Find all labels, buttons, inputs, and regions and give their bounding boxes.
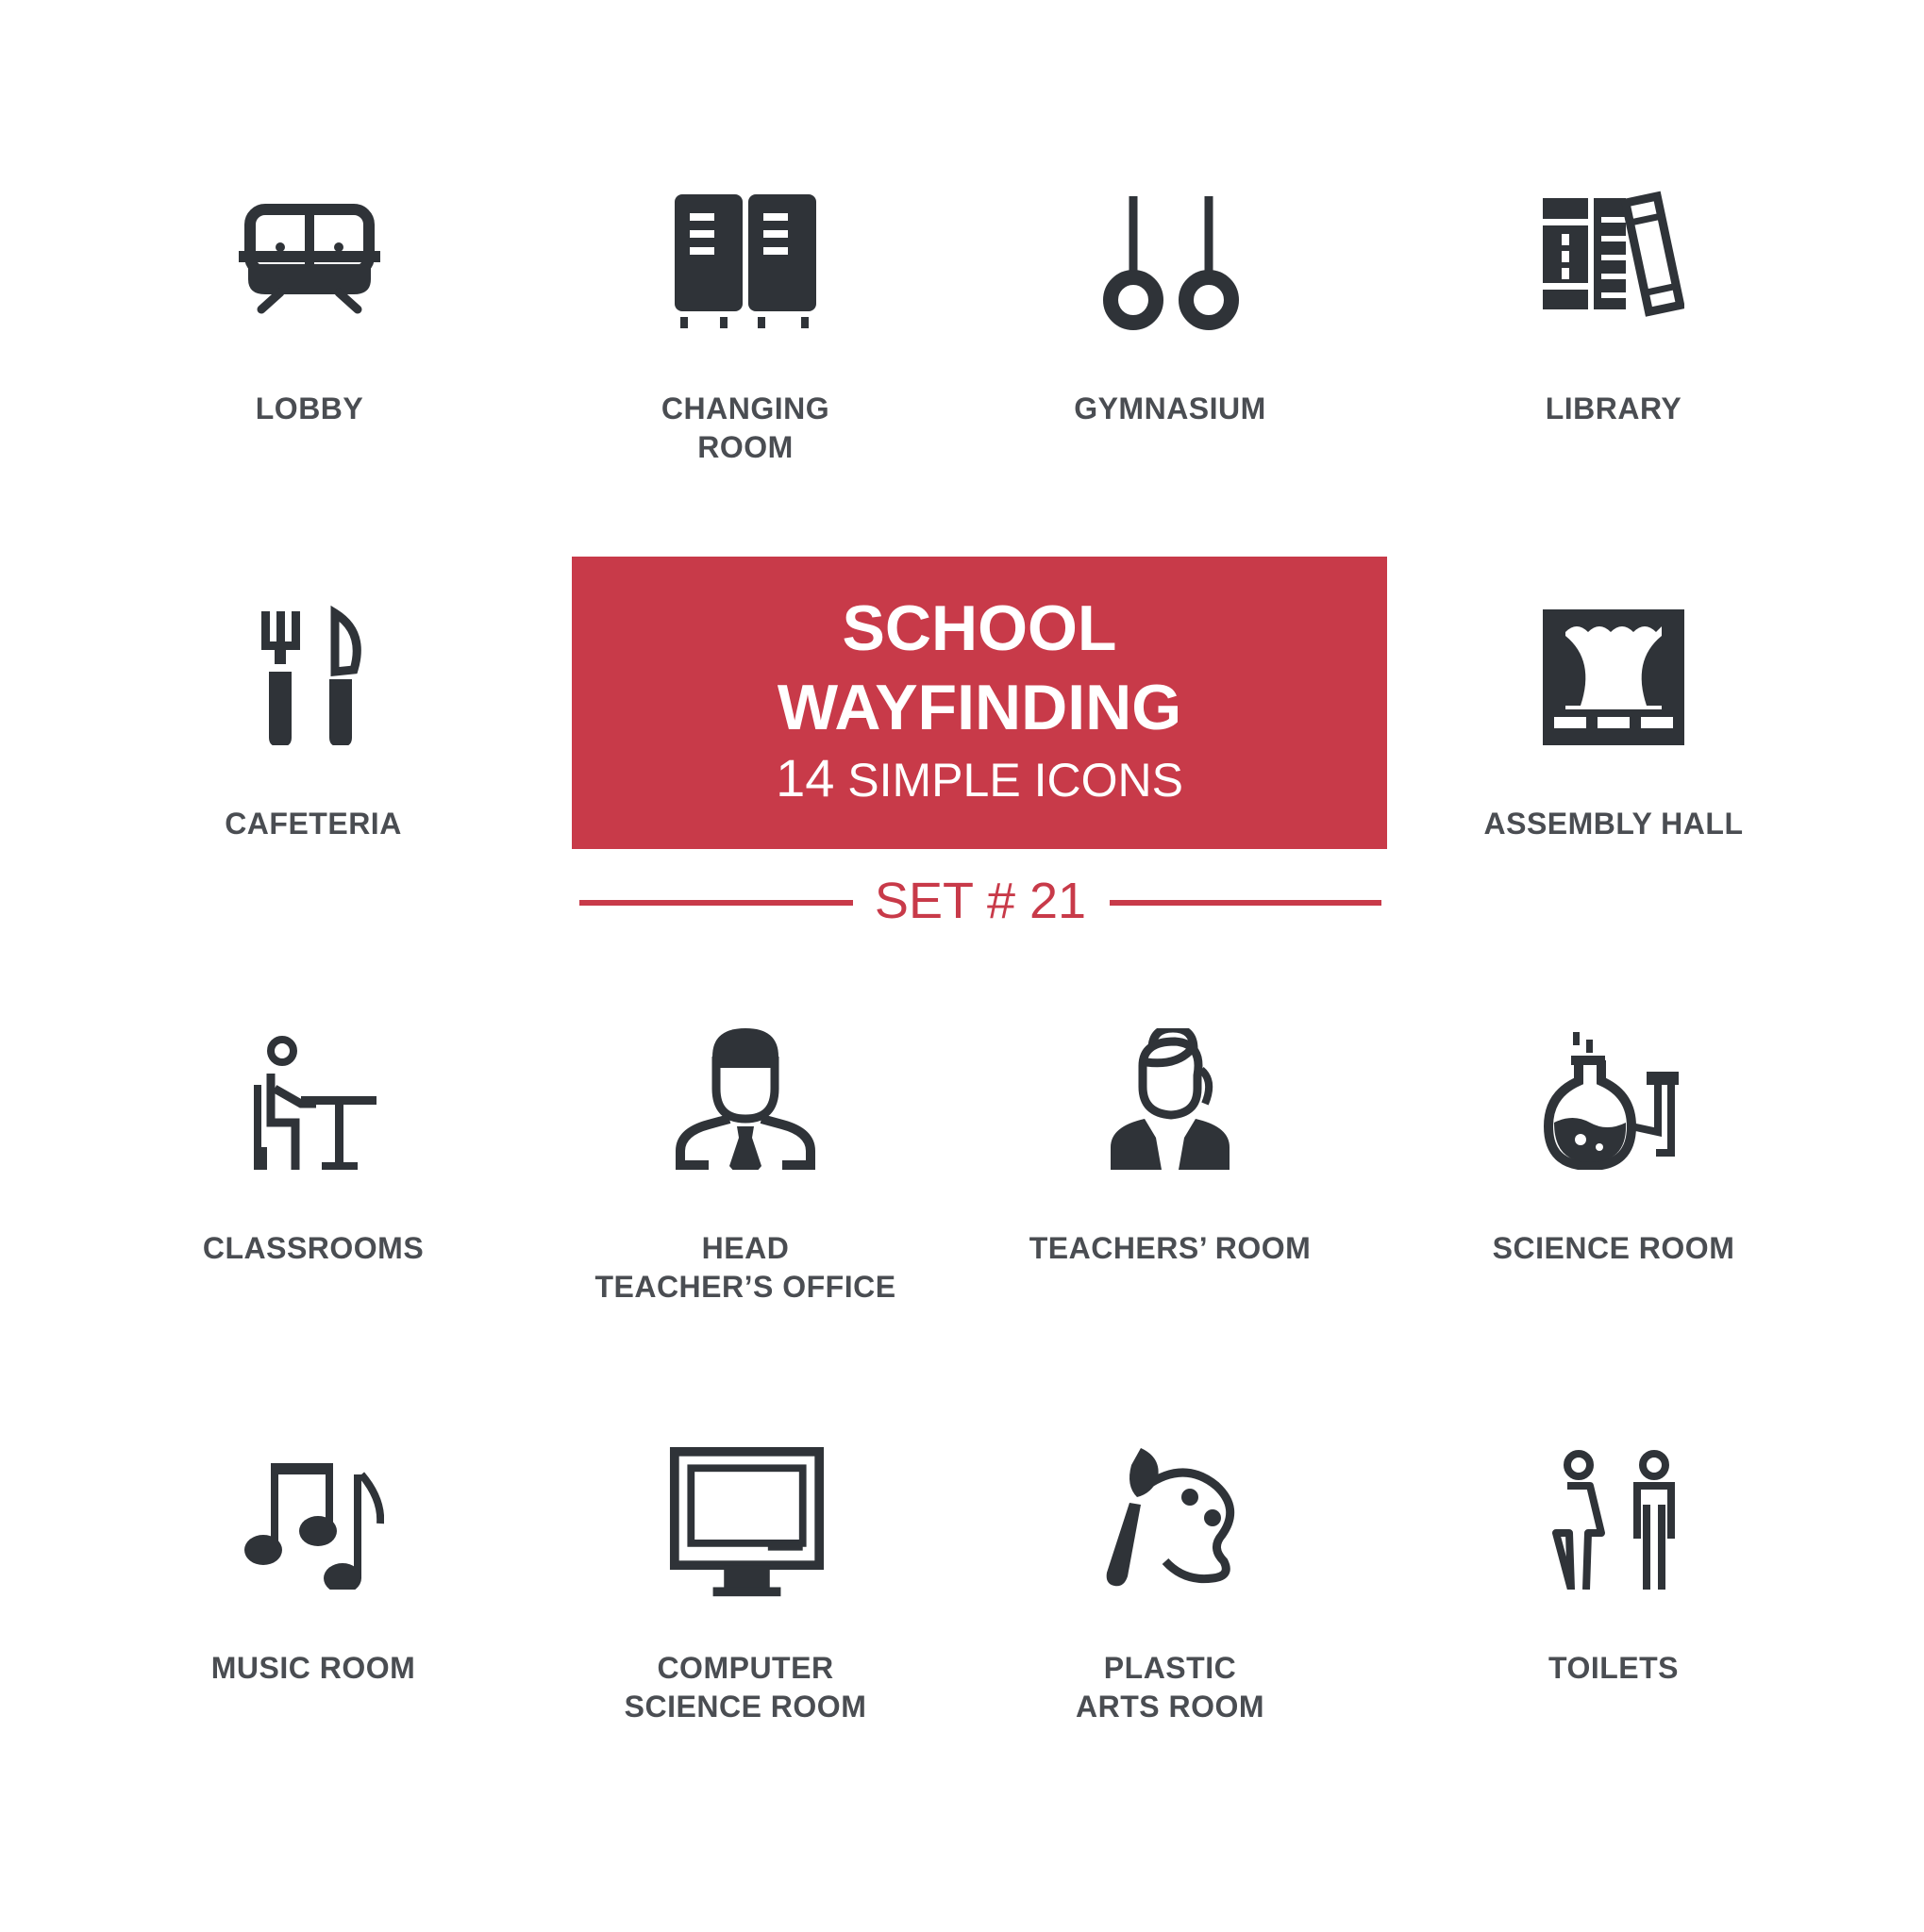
- woman-teacher-icon: [1099, 1028, 1241, 1170]
- fork-knife-icon: [243, 604, 384, 745]
- computer-monitor-icon: [675, 1448, 816, 1590]
- icon-label-computer-science-room: COMPUTER SCIENCE ROOM: [624, 1651, 867, 1724]
- sofa-icon: [239, 189, 380, 330]
- books-icon: [1543, 189, 1684, 330]
- set-number-label: SET # 21: [874, 873, 1087, 929]
- student-at-desk-icon: [243, 1028, 384, 1170]
- title-banner: [572, 557, 1387, 849]
- icon-label-classrooms: CLASSROOMS: [202, 1231, 425, 1265]
- icon-count: 14: [776, 748, 835, 808]
- icon-label-changing-room: CHANGING ROOM: [661, 391, 830, 464]
- icon-label-toilets: TOILETS: [1548, 1651, 1680, 1685]
- palette-brush-icon: [1099, 1448, 1241, 1590]
- gymnastic-rings-icon: [1099, 189, 1241, 330]
- banner-title-line1: SCHOOL: [842, 592, 1117, 664]
- stage-curtain-icon: [1543, 604, 1684, 745]
- icon-label-science-room: SCIENCE ROOM: [1492, 1231, 1735, 1265]
- restroom-people-icon: [1543, 1448, 1684, 1590]
- banner-subtitle: [572, 749, 1387, 809]
- banner-subtitle-text: SIMPLE ICONS: [847, 754, 1183, 807]
- icon-label-head-teachers-office: HEAD TEACHER’S OFFICE: [594, 1231, 896, 1304]
- set-divider-left: [579, 900, 853, 906]
- lockers-icon: [675, 189, 816, 330]
- icon-label-gymnasium: GYMNASIUM: [1074, 391, 1266, 425]
- icon-label-music-room: MUSIC ROOM: [210, 1651, 416, 1685]
- man-with-tie-icon: [675, 1028, 816, 1170]
- music-notes-icon: [243, 1448, 384, 1590]
- icon-label-teachers-room: TEACHERS’ ROOM: [1029, 1231, 1312, 1265]
- banner-title-line2: WAYFINDING: [777, 672, 1182, 743]
- icon-label-assembly-hall: ASSEMBLY HALL: [1483, 807, 1744, 841]
- laboratory-flask-icon: [1543, 1028, 1684, 1170]
- icon-label-plastic-arts-room: PLASTIC ARTS ROOM: [1075, 1651, 1265, 1724]
- icon-label-lobby: LOBBY: [255, 391, 364, 425]
- icon-label-library: LIBRARY: [1545, 391, 1682, 425]
- icon-label-cafeteria: CAFETERIA: [225, 807, 402, 841]
- set-divider-right: [1110, 900, 1381, 906]
